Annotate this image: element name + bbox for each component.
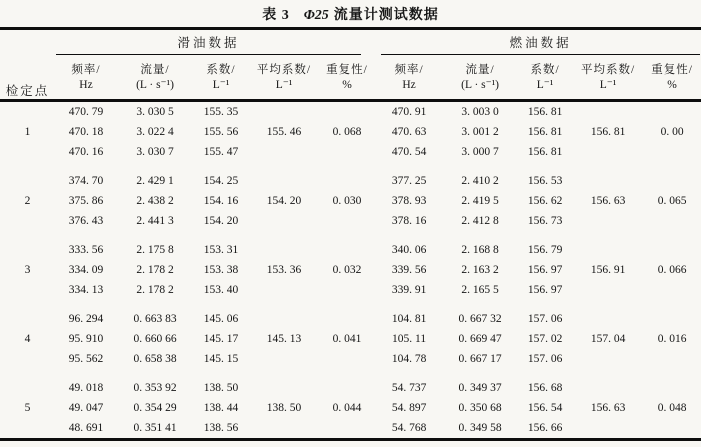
- cell-lube-freq: 374. 70: [68, 175, 104, 187]
- group-spacer-cell: [0, 300, 701, 309]
- cell-fuel-rep: 0. 048: [657, 402, 687, 414]
- cell-lube-avg: [249, 142, 319, 162]
- cell-fuel-coef: 157. 02: [527, 333, 563, 345]
- cell-lube-freq: 334. 09: [68, 264, 104, 276]
- col-header-lube-rep: 重复性/ %: [326, 63, 368, 91]
- cell-point-id: 3: [24, 264, 31, 276]
- cell-fuel-avg: [573, 378, 643, 398]
- group-header-row: [0, 29, 701, 56]
- cell-lube-flow: 0. 658 38: [133, 353, 177, 365]
- table-row: [0, 418, 701, 440]
- cell-lube-flow: 0. 353 92: [133, 382, 177, 394]
- cell-fuel-flow: 2. 168 8: [461, 244, 499, 256]
- cell-lube-coef: 145. 06: [203, 313, 239, 325]
- table-row: [0, 101, 701, 123]
- data-table: [0, 27, 701, 441]
- cell-fuel-flow: 2. 412 8: [461, 215, 499, 227]
- table-row: [0, 309, 701, 329]
- cell-lube-rep: 0. 041: [332, 333, 362, 345]
- cell-fuel-rep: [643, 240, 701, 260]
- cell-fuel-flow: 2. 410 2: [461, 175, 499, 187]
- cell-lube-avg: [249, 101, 319, 123]
- cell-fuel-freq: 470. 54: [391, 146, 427, 158]
- cell-lube-avg: [249, 171, 319, 191]
- table-row: [0, 191, 701, 211]
- table-title-symbol: Φ25: [303, 8, 329, 23]
- group-spacer-row: [0, 162, 701, 171]
- cell-fuel-freq: 54. 897: [391, 402, 427, 414]
- cell-fuel-flow: 0. 667 32: [458, 313, 502, 325]
- cell-lube-coef: 155. 47: [203, 146, 239, 158]
- cell-fuel-coef: 157. 06: [527, 313, 563, 325]
- cell-point-id: [0, 418, 55, 440]
- cell-fuel-flow: 0. 349 58: [458, 422, 502, 434]
- cell-fuel-rep: [643, 211, 701, 231]
- cell-fuel-coef: 156. 62: [527, 195, 563, 207]
- group-header-lube: [55, 29, 375, 56]
- group-header-fuel-label: 燃油数据: [381, 33, 700, 55]
- cell-lube-coef: 155. 56: [203, 126, 239, 138]
- group-spacer-row: [0, 231, 701, 240]
- cell-fuel-freq: 340. 06: [391, 244, 427, 256]
- cell-lube-freq: 470. 79: [68, 106, 104, 118]
- group-spacer-row: [0, 300, 701, 309]
- cell-fuel-avg: 157. 04: [590, 333, 626, 345]
- cell-fuel-rep: [643, 101, 701, 123]
- cell-fuel-rep: [643, 378, 701, 398]
- cell-fuel-coef: 156. 97: [527, 284, 563, 296]
- cell-fuel-freq: 54. 768: [391, 422, 427, 434]
- cell-lube-avg: [249, 418, 319, 440]
- cell-fuel-freq: 470. 91: [391, 106, 427, 118]
- table-title-prefix: 表 3: [262, 8, 290, 23]
- cell-point-id: [0, 378, 55, 398]
- cell-fuel-avg: [573, 211, 643, 231]
- table-row: [0, 398, 701, 418]
- col-header-fuel-avg: 平均系数/ L⁻¹: [580, 63, 636, 91]
- cell-fuel-flow: 3. 001 2: [461, 126, 499, 138]
- cell-lube-rep: [319, 378, 375, 398]
- table-title: [0, 4, 701, 27]
- table-row: [0, 240, 701, 260]
- cell-point-id: [0, 280, 55, 300]
- cell-fuel-coef: 156. 81: [527, 106, 563, 118]
- cell-lube-flow: 2. 438 2: [136, 195, 174, 207]
- cell-lube-coef: 154. 20: [203, 215, 239, 227]
- table-row: [0, 211, 701, 231]
- cell-fuel-freq: 54. 737: [391, 382, 427, 394]
- cell-lube-avg: [249, 309, 319, 329]
- group-spacer-row: [0, 369, 701, 378]
- cell-lube-avg: [249, 280, 319, 300]
- cell-fuel-avg: [573, 309, 643, 329]
- cell-fuel-flow: 0. 349 37: [458, 382, 502, 394]
- table-header: [0, 29, 701, 101]
- cell-fuel-flow: 0. 667 17: [458, 353, 502, 365]
- cell-lube-coef: 153. 31: [203, 244, 239, 256]
- cell-fuel-avg: [573, 418, 643, 440]
- cell-fuel-freq: 339. 91: [391, 284, 427, 296]
- cell-lube-rep: [319, 171, 375, 191]
- cell-lube-flow: 2. 429 1: [136, 175, 174, 187]
- cell-fuel-flow: 3. 003 0: [461, 106, 499, 118]
- cell-fuel-avg: [573, 349, 643, 369]
- cell-point-id: [0, 142, 55, 162]
- cell-lube-coef: 145. 17: [203, 333, 239, 345]
- cell-fuel-freq: 378. 16: [391, 215, 427, 227]
- cell-fuel-avg: 156. 63: [590, 195, 626, 207]
- col-header-lube-freq: 频率/ Hz: [71, 63, 101, 91]
- table-row: [0, 329, 701, 349]
- cell-lube-rep: [319, 142, 375, 162]
- cell-point-id: [0, 349, 55, 369]
- cell-lube-avg: 138. 50: [266, 402, 302, 414]
- cell-fuel-rep: 0. 016: [657, 333, 687, 345]
- cell-fuel-avg: 156. 91: [590, 264, 626, 276]
- cell-lube-flow: 3. 030 7: [136, 146, 174, 158]
- cell-fuel-rep: [643, 171, 701, 191]
- group-spacer-cell: [0, 231, 701, 240]
- table-row: [0, 378, 701, 398]
- cell-lube-coef: 138. 50: [203, 382, 239, 394]
- cell-fuel-flow: 2. 419 5: [461, 195, 499, 207]
- table-row: [0, 122, 701, 142]
- cell-lube-avg: 153. 36: [266, 264, 302, 276]
- cell-lube-avg: 145. 13: [266, 333, 302, 345]
- cell-lube-flow: 3. 022 4: [136, 126, 174, 138]
- cell-fuel-avg: [573, 171, 643, 191]
- col-header-lube-flow: 流量/ (L · s⁻¹): [136, 63, 174, 91]
- cell-lube-rep: [319, 418, 375, 440]
- cell-point-id: 4: [24, 333, 31, 345]
- cell-lube-avg: 154. 20: [266, 195, 302, 207]
- cell-lube-freq: 49. 018: [68, 382, 104, 394]
- cell-fuel-freq: 105. 11: [392, 333, 427, 345]
- cell-fuel-coef: 156. 68: [527, 382, 563, 394]
- cell-fuel-flow: 0. 350 68: [458, 402, 502, 414]
- cell-lube-rep: [319, 349, 375, 369]
- cell-fuel-rep: [643, 142, 701, 162]
- cell-lube-freq: 470. 16: [68, 146, 104, 158]
- cell-lube-rep: [319, 211, 375, 231]
- cell-fuel-avg: 156. 81: [590, 126, 626, 138]
- cell-fuel-avg: 156. 63: [590, 402, 626, 414]
- cell-lube-coef: 154. 16: [203, 195, 239, 207]
- col-header-fuel-coef: 系数/ L⁻¹: [530, 63, 560, 91]
- cell-lube-flow: 0. 660 66: [133, 333, 177, 345]
- cell-fuel-coef: 156. 97: [527, 264, 563, 276]
- cell-lube-coef: 154. 25: [203, 175, 239, 187]
- col-header-fuel-flow: 流量/ (L · s⁻¹): [461, 63, 499, 91]
- cell-lube-coef: 138. 56: [203, 422, 239, 434]
- cell-fuel-coef: 156. 79: [527, 244, 563, 256]
- col-header-lube-coef: 系数/ L⁻¹: [206, 63, 236, 91]
- cell-fuel-rep: [643, 349, 701, 369]
- cell-lube-freq: 48. 691: [68, 422, 104, 434]
- cell-lube-rep: 0. 068: [332, 126, 362, 138]
- cell-fuel-freq: 104. 78: [391, 353, 427, 365]
- cell-fuel-flow: 2. 165 5: [461, 284, 499, 296]
- cell-point-id: 1: [24, 126, 31, 138]
- cell-fuel-avg: [573, 280, 643, 300]
- cell-lube-freq: 95. 910: [68, 333, 104, 345]
- cell-lube-rep: [319, 309, 375, 329]
- cell-lube-avg: [249, 211, 319, 231]
- cell-point-id: 5: [24, 402, 31, 414]
- cell-point-id: [0, 171, 55, 191]
- cell-lube-coef: 145. 15: [203, 353, 239, 365]
- cell-lube-flow: 0. 663 83: [133, 313, 177, 325]
- table-row: [0, 349, 701, 369]
- cell-lube-rep: [319, 101, 375, 123]
- table-body: [0, 101, 701, 440]
- cell-lube-flow: 0. 351 41: [133, 422, 177, 434]
- table-title-text: 流量计测试数据: [333, 8, 439, 23]
- cell-fuel-coef: 157. 06: [527, 353, 563, 365]
- cell-lube-flow: 2. 178 2: [136, 284, 174, 296]
- col-header-fuel-freq: 频率/ Hz: [394, 63, 424, 91]
- cell-lube-coef: 153. 38: [203, 264, 239, 276]
- cell-lube-flow: 2. 175 8: [136, 244, 174, 256]
- table-row: [0, 280, 701, 300]
- cell-lube-rep: [319, 240, 375, 260]
- cell-lube-rep: [319, 280, 375, 300]
- cell-fuel-coef: 156. 54: [527, 402, 563, 414]
- cell-fuel-avg: [573, 240, 643, 260]
- table-row: [0, 171, 701, 191]
- cell-fuel-coef: 156. 53: [527, 175, 563, 187]
- cell-lube-freq: 334. 13: [68, 284, 104, 296]
- cell-fuel-avg: [573, 101, 643, 123]
- cell-fuel-coef: 156. 81: [527, 146, 563, 158]
- cell-fuel-flow: 0. 669 47: [458, 333, 502, 345]
- cell-fuel-rep: 0. 066: [657, 264, 687, 276]
- cell-fuel-flow: 2. 163 2: [461, 264, 499, 276]
- cell-lube-rep: 0. 044: [332, 402, 362, 414]
- cell-fuel-freq: 104. 81: [391, 313, 427, 325]
- cell-lube-flow: 0. 354 29: [133, 402, 177, 414]
- col-header-fuel-rep: 重复性/ %: [651, 63, 693, 91]
- corner-header: 检定点: [5, 84, 50, 98]
- cell-fuel-coef: 156. 81: [527, 126, 563, 138]
- cell-fuel-coef: 156. 66: [527, 422, 563, 434]
- cell-fuel-rep: [643, 280, 701, 300]
- cell-lube-avg: [249, 349, 319, 369]
- cell-lube-avg: [249, 240, 319, 260]
- cell-point-id: [0, 101, 55, 123]
- cell-lube-freq: 470. 18: [68, 126, 104, 138]
- cell-lube-avg: 155. 46: [266, 126, 302, 138]
- cell-lube-freq: 95. 562: [68, 353, 104, 365]
- cell-lube-coef: 138. 44: [203, 402, 239, 414]
- cell-fuel-avg: [573, 142, 643, 162]
- table-row: [0, 260, 701, 280]
- cell-lube-flow: 2. 178 2: [136, 264, 174, 276]
- cell-fuel-freq: 378. 93: [391, 195, 427, 207]
- cell-fuel-freq: 470. 63: [391, 126, 427, 138]
- cell-point-id: [0, 240, 55, 260]
- cell-lube-rep: 0. 032: [332, 264, 362, 276]
- cell-lube-freq: 49. 047: [68, 402, 104, 414]
- cell-lube-freq: 375. 86: [68, 195, 104, 207]
- cell-fuel-freq: 377. 25: [391, 175, 427, 187]
- cell-fuel-flow: 3. 000 7: [461, 146, 499, 158]
- cell-fuel-rep: 0. 00: [660, 126, 684, 138]
- cell-lube-avg: [249, 378, 319, 398]
- cell-fuel-rep: [643, 418, 701, 440]
- cell-lube-flow: 3. 030 5: [136, 106, 174, 118]
- cell-lube-freq: 333. 56: [68, 244, 104, 256]
- cell-lube-coef: 155. 35: [203, 106, 239, 118]
- cell-lube-freq: 376. 43: [68, 215, 104, 227]
- cell-point-id: [0, 211, 55, 231]
- cell-lube-rep: 0. 030: [332, 195, 362, 207]
- cell-point-id: [0, 309, 55, 329]
- group-spacer-cell: [0, 369, 701, 378]
- cell-lube-freq: 96. 294: [68, 313, 104, 325]
- table-row: [0, 142, 701, 162]
- cell-fuel-rep: [643, 309, 701, 329]
- group-spacer-cell: [0, 162, 701, 171]
- cell-fuel-coef: 156. 73: [527, 215, 563, 227]
- cell-fuel-rep: 0. 065: [657, 195, 687, 207]
- group-header-fuel: [375, 29, 701, 56]
- cell-lube-coef: 153. 40: [203, 284, 239, 296]
- col-header-lube-avg: 平均系数/ L⁻¹: [256, 63, 312, 91]
- cell-lube-flow: 2. 441 3: [136, 215, 174, 227]
- column-header-row: [0, 55, 701, 101]
- cell-point-id: 2: [24, 195, 31, 207]
- cell-fuel-freq: 339. 56: [391, 264, 427, 276]
- group-header-lube-label: 滑油数据: [56, 33, 361, 55]
